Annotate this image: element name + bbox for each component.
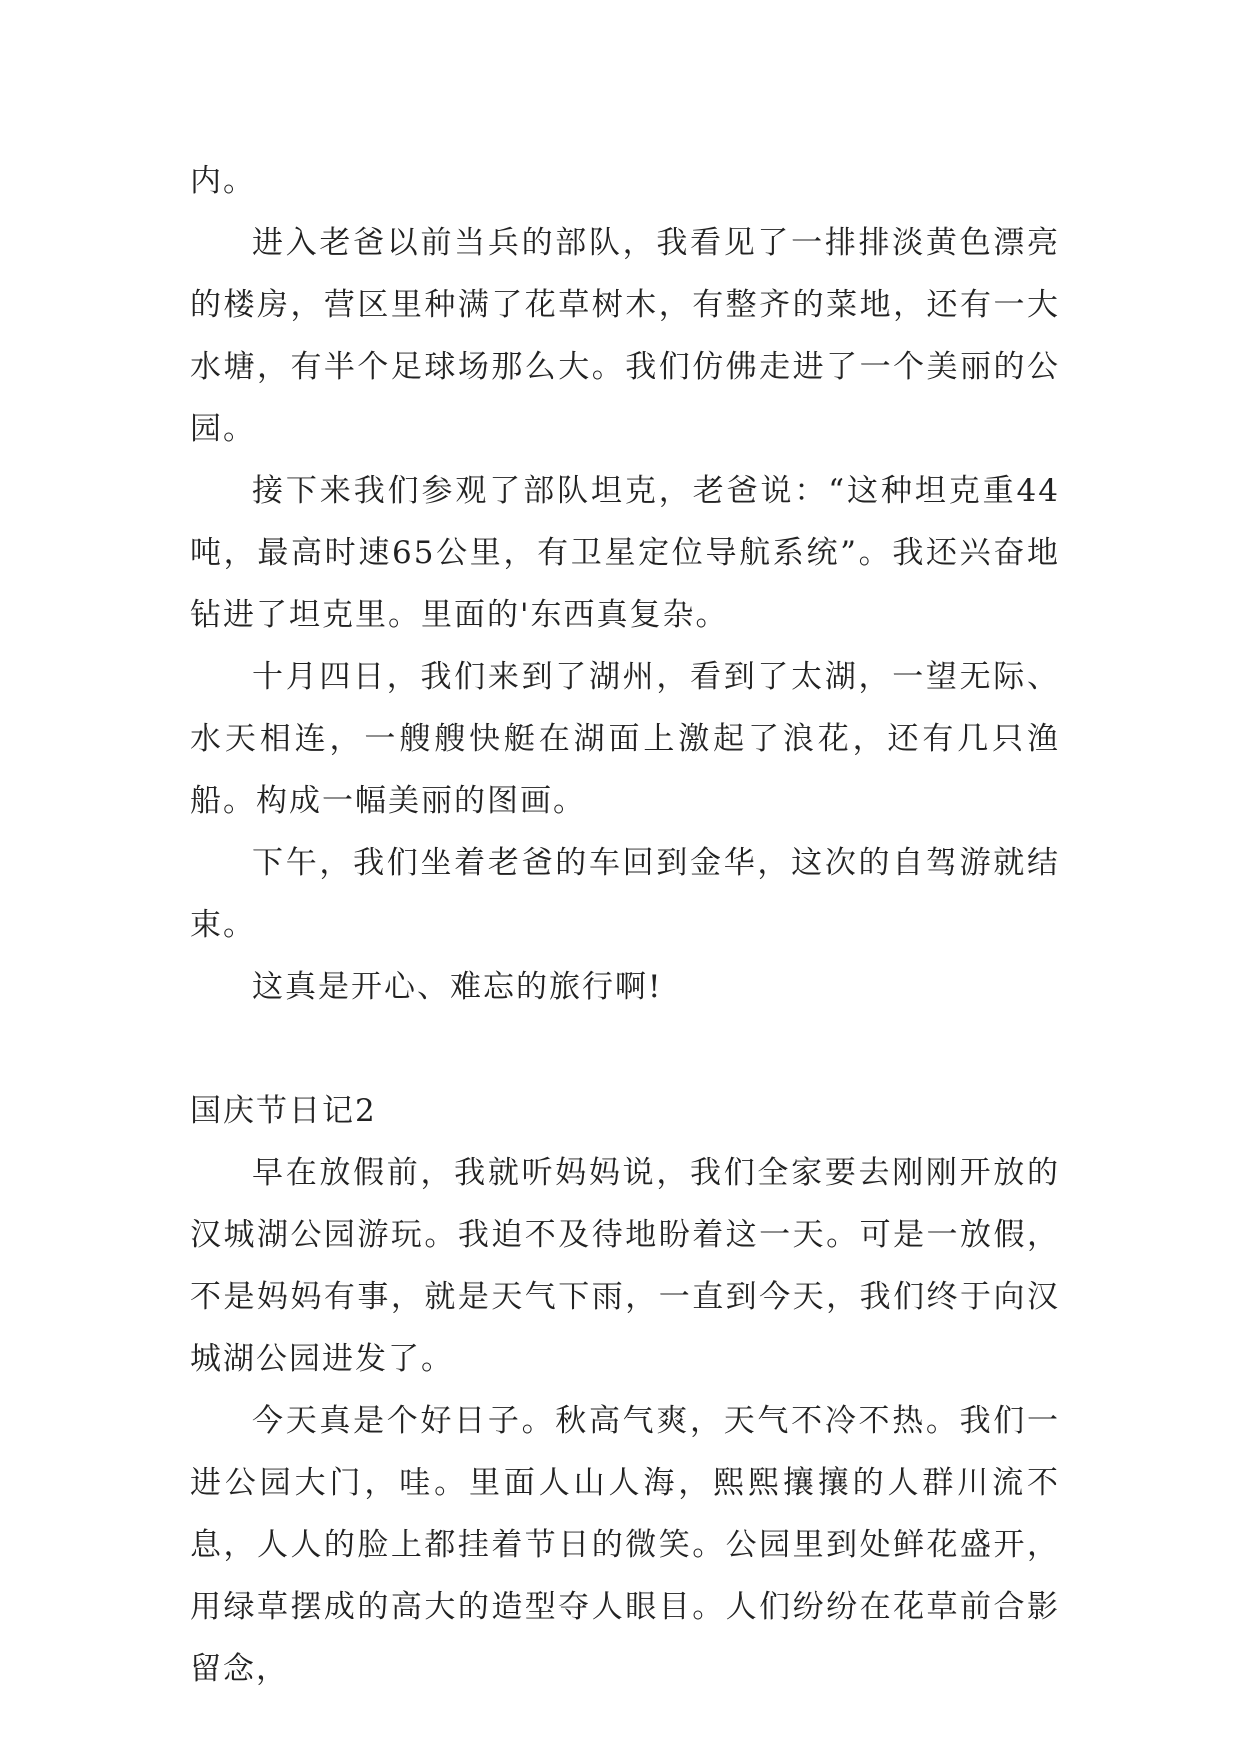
paragraph-tank: 接下来我们参观了部队坦克，老爸说：“这种坦克重44吨，最高时速65公里，有卫星定位导航系统”。我还兴奋地钻进了坦克里。里面的'东西真复杂。 — [190, 473, 1060, 633]
paragraph-return: 下午，我们坐着老爸的车回到金华，这次的自驾游就结束。 — [190, 845, 1060, 943]
section-title: 国庆节日记2 — [190, 1093, 377, 1129]
paragraph-continuation: 内。 — [190, 163, 256, 199]
paragraph-conclusion: 这真是开心、难忘的旅行啊! — [252, 969, 663, 1005]
paragraph-holiday-plan: 早在放假前，我就听妈妈说，我们全家要去刚刚开放的汉城湖公园游玩。我迫不及待地盼着这一天。可是一放假，不是妈妈有事，就是天气下雨，一直到今天，我们终于向汉城湖公园进发了。 — [190, 1155, 1060, 1377]
paragraph-taihu: 十月四日，我们来到了湖州，看到了太湖，一望无际、水天相连，一艘艘快艇在湖面上激起了浪花，还有几只渔船。构成一幅美丽的图画。 — [190, 659, 1060, 819]
paragraph-park-scene: 今天真是个好日子。秋高气爽，天气不冷不热。我们一进公园大门，哇。里面人山人海，熙熙攘攘的人群川流不息，人人的脸上都挂着节日的微笑。公园里到处鲜花盛开，用绿草摆成的高大的造型夺人眼目。人们纷纷在花草前合影留念， — [190, 1403, 1060, 1687]
paragraph-army-visit: 进入老爸以前当兵的部队，我看见了一排排淡黄色漂亮的楼房，营区里种满了花草树木，有整齐的菜地，还有一大水塘，有半个足球场那么大。我们仿佛走进了一个美丽的公园。 — [190, 225, 1060, 447]
section-spacer — [190, 1018, 1060, 1080]
document-body — [190, 150, 1060, 1700]
